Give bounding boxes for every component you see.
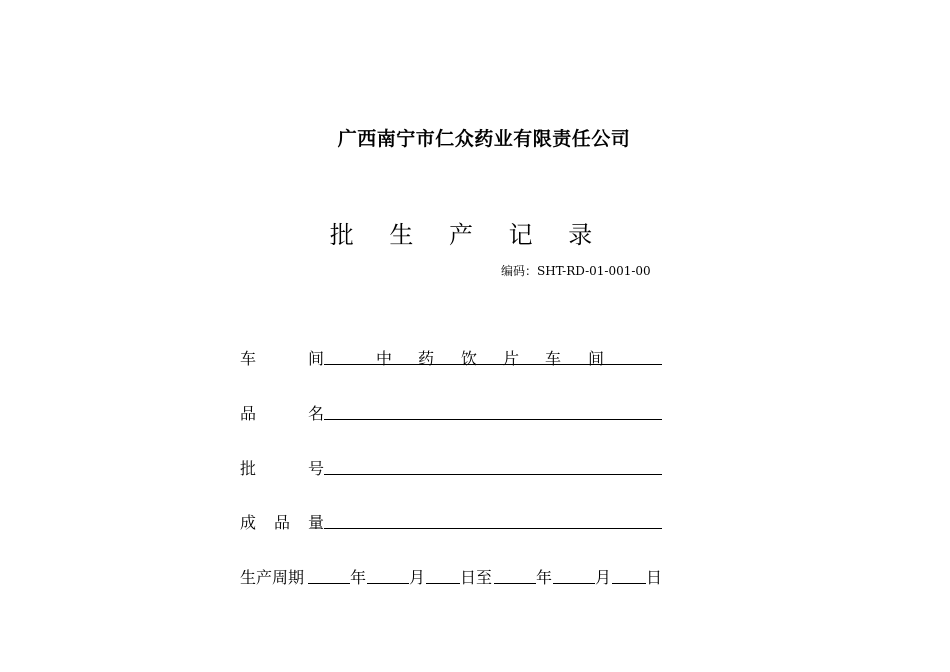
- end-year-blank: [494, 583, 536, 584]
- start-month-unit: 月: [409, 568, 426, 587]
- end-year-unit: 年: [536, 568, 553, 587]
- workshop-underline: [324, 364, 662, 365]
- production-period-label: 生产周期: [240, 568, 305, 587]
- product-name-underline: [324, 419, 662, 420]
- start-day-to-unit: 日至: [460, 568, 493, 587]
- production-period-field: [240, 565, 670, 587]
- product-name-label-char-1: 品: [240, 404, 257, 423]
- workshop-value-char-2: 药: [418, 349, 435, 368]
- start-day-blank: [426, 583, 460, 584]
- end-day-blank: [612, 583, 646, 584]
- end-month-unit: 月: [595, 568, 612, 587]
- workshop-value-char-5: 车: [545, 349, 562, 368]
- batch-number-underline: [324, 474, 662, 475]
- finished-quantity-label-char-3: 量: [308, 513, 325, 532]
- document-title: 批 生 产 记 录: [329, 221, 607, 249]
- start-year-unit: 年: [350, 568, 367, 587]
- batch-number-label-char-2: 号: [308, 459, 325, 478]
- batch-number-field: [240, 456, 664, 478]
- start-month-blank: [367, 583, 409, 584]
- workshop-value-char-4: 片: [503, 349, 520, 368]
- batch-number-label-char-1: 批: [240, 459, 257, 478]
- end-day-unit: 日: [646, 568, 663, 587]
- workshop-value-char-1: 中: [376, 349, 393, 368]
- finished-quantity-label-char-2: 品: [274, 513, 291, 532]
- document-code: 编码：SHT-RD-01-001-00: [501, 264, 651, 278]
- finished-quantity-field: [240, 510, 664, 532]
- finished-quantity-underline: [324, 528, 662, 529]
- product-name-field: [240, 401, 664, 423]
- finished-quantity-label-char-1: 成: [240, 513, 257, 532]
- workshop-value-char-6: 间: [588, 349, 605, 368]
- product-name-label-char-2: 名: [308, 404, 325, 423]
- start-year-blank: [308, 583, 350, 584]
- workshop-label-char-1: 车: [240, 349, 257, 368]
- workshop-field: [240, 346, 664, 368]
- company-name: 广西南宁市仁众药业有限责任公司: [337, 128, 631, 150]
- end-month-blank: [553, 583, 595, 584]
- workshop-value-char-3: 饮: [461, 349, 478, 368]
- workshop-label-char-2: 间: [308, 349, 325, 368]
